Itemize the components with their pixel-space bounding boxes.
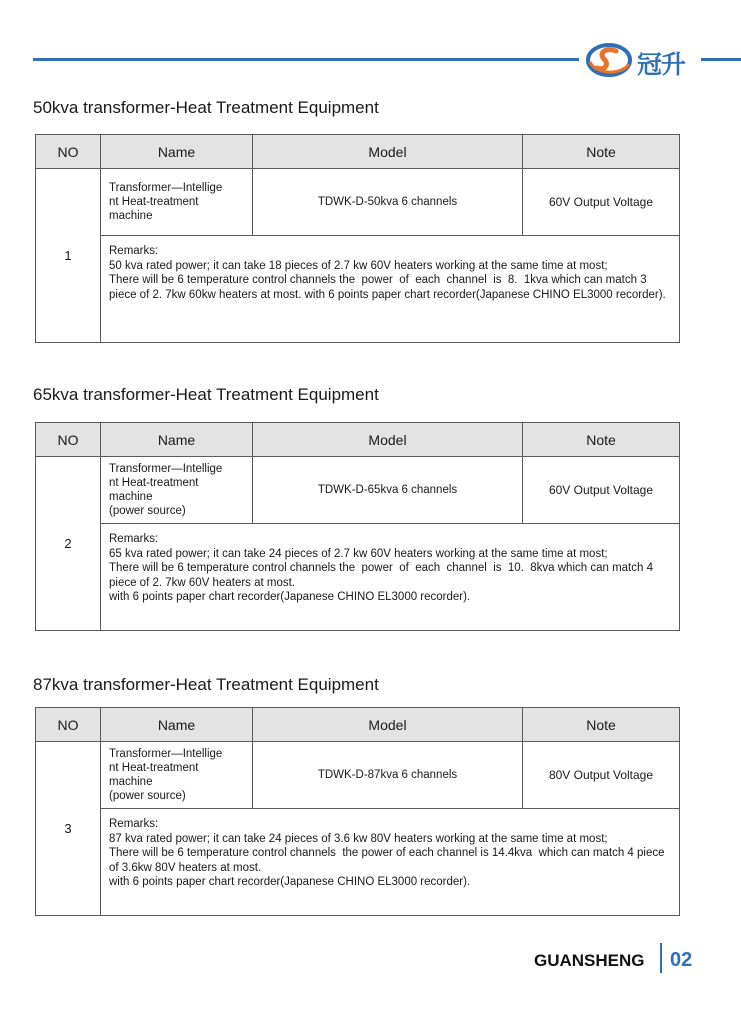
remarks-line: 65 kva rated power; it can take 24 pieces of 2.7 kw 60V heaters working at the same time at most; bbox=[109, 547, 608, 560]
product-name-line: (power source) bbox=[109, 790, 186, 802]
product-name-line: nt Heat-treatment bbox=[109, 196, 199, 208]
logo-text: 冠升 bbox=[637, 50, 686, 79]
row-number: 3 bbox=[36, 742, 101, 916]
column-header-note: Note bbox=[523, 135, 680, 169]
table-row bbox=[36, 169, 680, 236]
remarks-row bbox=[36, 809, 680, 916]
remarks-line: 87 kva rated power; it can take 24 pieces of 3.6 kw 80V heaters working at the same time at most; bbox=[109, 832, 608, 845]
product-name-line: machine bbox=[109, 491, 153, 503]
column-header-no: NO bbox=[36, 135, 101, 169]
remarks-cell bbox=[101, 809, 680, 916]
column-header-no: NO bbox=[36, 423, 101, 457]
remarks-cell bbox=[101, 236, 680, 343]
page-number: 02 bbox=[670, 949, 693, 971]
product-name-line: Transformer—Intellige bbox=[109, 182, 223, 194]
header-rule-left bbox=[33, 58, 579, 61]
column-header-name: Name bbox=[101, 708, 253, 742]
remarks-label: Remarks: bbox=[109, 533, 159, 545]
remarks-line: There will be 6 temperature control channels the power of each channel is 10. 8kva which can match 4 piece of 2. 7kw 60V heaters at most. bbox=[109, 562, 657, 589]
product-name-line: nt Heat-treatment bbox=[109, 762, 199, 774]
product-name bbox=[101, 742, 253, 809]
product-name-line: Transformer—Intellige bbox=[109, 463, 223, 475]
table-header-row bbox=[36, 423, 680, 457]
remarks-line: 50 kva rated power; it can take 18 pieces of 2.7 kw 60V heaters working at the same time at most; bbox=[109, 259, 608, 272]
product-model: TDWK-D-50kva 6 channels bbox=[253, 169, 523, 236]
product-name-line: machine bbox=[109, 776, 153, 788]
company-logo bbox=[585, 38, 699, 82]
product-note: 60V Output Voltage bbox=[523, 457, 680, 524]
product-name bbox=[101, 169, 253, 236]
table-header-row bbox=[36, 135, 680, 169]
column-header-no: NO bbox=[36, 708, 101, 742]
column-header-note: Note bbox=[523, 423, 680, 457]
table-row bbox=[36, 742, 680, 809]
column-header-model: Model bbox=[253, 708, 523, 742]
column-header-name: Name bbox=[101, 135, 253, 169]
product-name-line: machine bbox=[109, 210, 153, 222]
table-header-row bbox=[36, 708, 680, 742]
product-name-line: nt Heat-treatment bbox=[109, 477, 199, 489]
remarks-row bbox=[36, 236, 680, 343]
product-name-line: Transformer—Intellige bbox=[109, 748, 223, 760]
product-name-line: (power source) bbox=[109, 505, 186, 517]
logo-swirl-icon bbox=[585, 38, 635, 82]
remarks-line: with 6 points paper chart recorder(Japanese CHINO EL3000 recorder). bbox=[109, 876, 471, 888]
product-model: TDWK-D-65kva 6 channels bbox=[253, 457, 523, 524]
row-number: 2 bbox=[36, 457, 101, 631]
table-row bbox=[36, 457, 680, 524]
row-number: 1 bbox=[36, 169, 101, 343]
footer-brand: GUANSHENG bbox=[534, 951, 645, 970]
section-title-50kva: 50kva transformer-Heat Treatment Equipment bbox=[33, 98, 379, 117]
column-header-model: Model bbox=[253, 135, 523, 169]
section-title-65kva: 65kva transformer-Heat Treatment Equipment bbox=[33, 385, 379, 404]
remarks-line: with 6 points paper chart recorder(Japanese CHINO EL3000 recorder). bbox=[109, 591, 471, 603]
footer-divider bbox=[660, 943, 662, 973]
remarks-label: Remarks: bbox=[109, 818, 159, 830]
product-note: 60V Output Voltage bbox=[523, 169, 680, 236]
remarks-line: There will be 6 temperature control channels the power of each channel is 8. 1kva which can match 3 piece of 2. 7kw 60kw heaters at most. with 6 points paper chart recorder(Japanese CHINO EL3000 recorder). bbox=[109, 274, 666, 301]
column-header-name: Name bbox=[101, 423, 253, 457]
spec-table-87kva bbox=[35, 707, 680, 916]
section-title-87kva: 87kva transformer-Heat Treatment Equipment bbox=[33, 675, 379, 694]
remarks-line: There will be 6 temperature control channels the power of each channel is 14.4kva which can match 4 piece of 3.6kw 80V heaters at most. bbox=[109, 847, 668, 874]
remarks-label: Remarks: bbox=[109, 245, 159, 257]
remarks-cell bbox=[101, 524, 680, 631]
product-note: 80V Output Voltage bbox=[523, 742, 680, 809]
spec-table-50kva bbox=[35, 134, 680, 343]
spec-table-65kva bbox=[35, 422, 680, 631]
product-name bbox=[101, 457, 253, 524]
remarks-row bbox=[36, 524, 680, 631]
header-rule-right bbox=[701, 58, 741, 61]
column-header-note: Note bbox=[523, 708, 680, 742]
product-model: TDWK-D-87kva 6 channels bbox=[253, 742, 523, 809]
column-header-model: Model bbox=[253, 423, 523, 457]
